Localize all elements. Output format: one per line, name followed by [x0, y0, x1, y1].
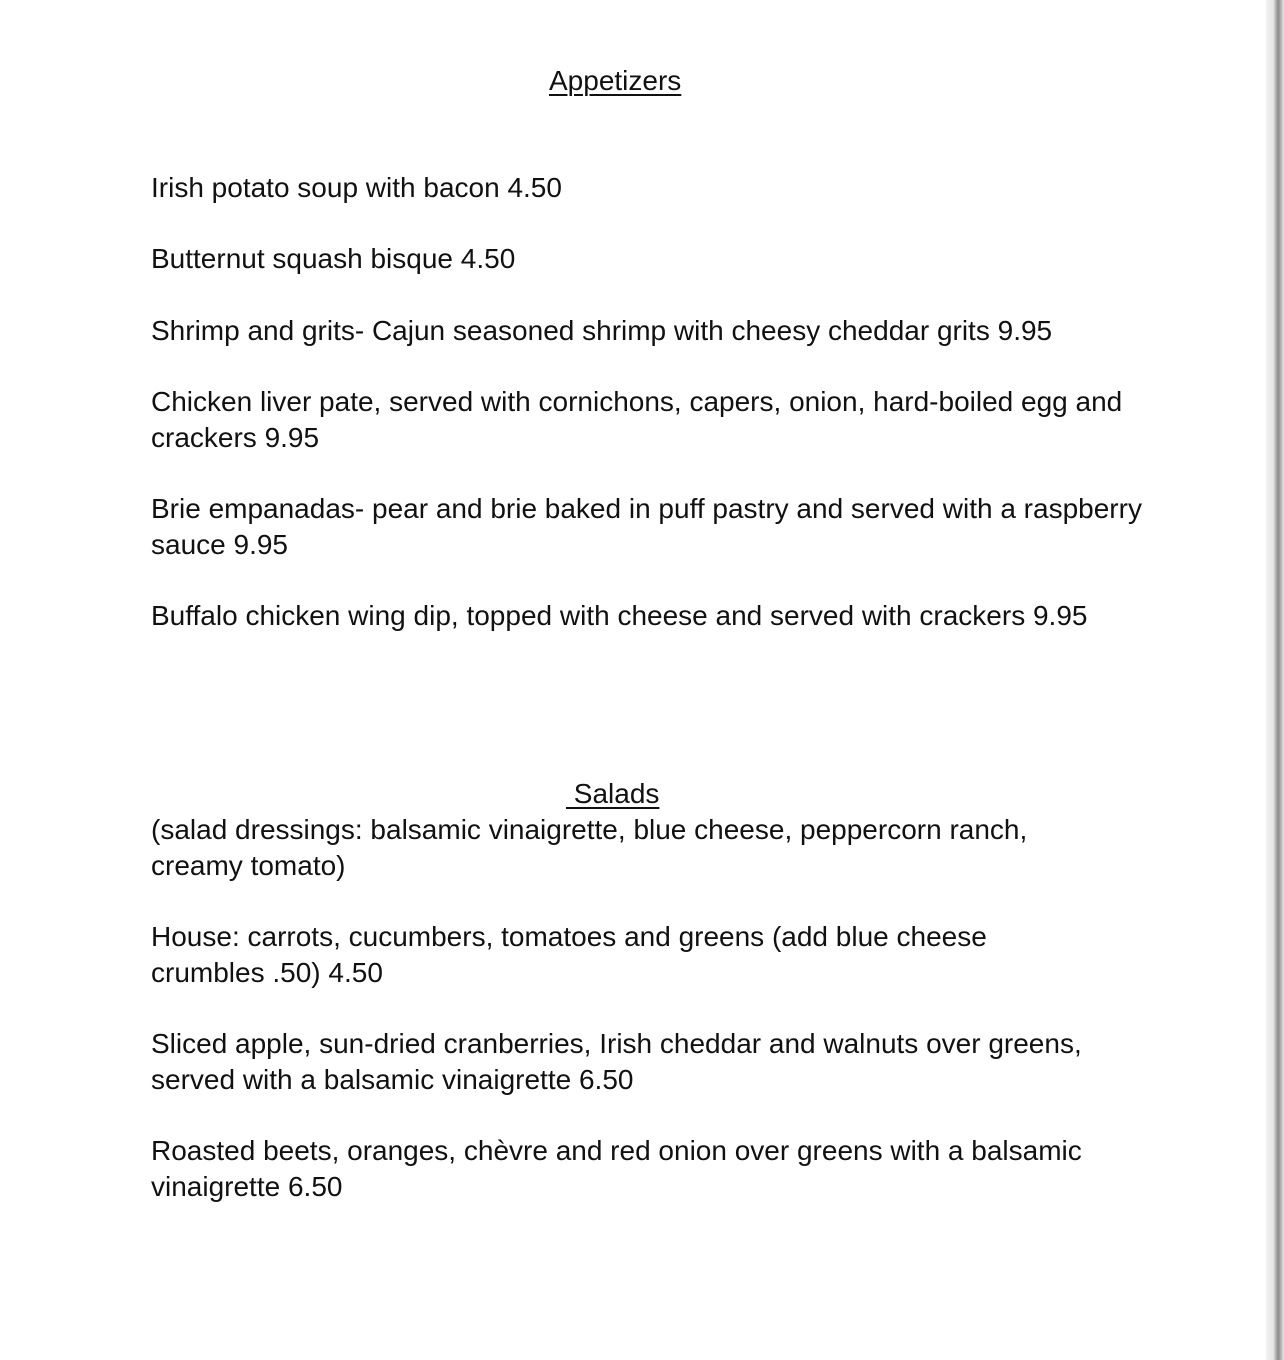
appetizer-item: Chicken liver pate, served with cornichons, capers, onion, hard-boiled egg and crackers 9.95: [151, 386, 1123, 453]
appetizers-heading: Appetizers: [549, 65, 682, 96]
salads-heading: Salads: [566, 778, 660, 809]
salad-item: Sliced apple, sun-dried cranberries, Irish cheddar and walnuts over greens, served with a balsamic vinaigrette 6.50: [151, 1028, 1082, 1095]
scrollbar[interactable]: [1266, 0, 1284, 1360]
salad-dressings-note: (salad dressings: balsamic vinaigrette, blue cheese, peppercorn ranch, creamy tomato): [151, 814, 1028, 881]
salad-item: House: carrots, cucumbers, tomatoes and greens (add blue cheese crumbles .50) 4.50: [151, 921, 987, 988]
appetizer-item: Shrimp and grits- Cajun seasoned shrimp with cheesy cheddar grits 9.95: [151, 315, 1053, 346]
appetizer-item: Irish potato soup with bacon 4.50: [151, 172, 562, 203]
appetizer-item: Buffalo chicken wing dip, topped with cheese and served with crackers 9.95: [151, 600, 1088, 631]
appetizer-item: Butternut squash bisque 4.50: [151, 243, 516, 274]
appetizer-item: Brie empanadas- pear and brie baked in puff pastry and served with a raspberry sauce 9.95: [151, 493, 1142, 560]
salad-item: Roasted beets, oranges, chèvre and red onion over greens with a balsamic vinaigrette 6.50: [151, 1135, 1082, 1202]
